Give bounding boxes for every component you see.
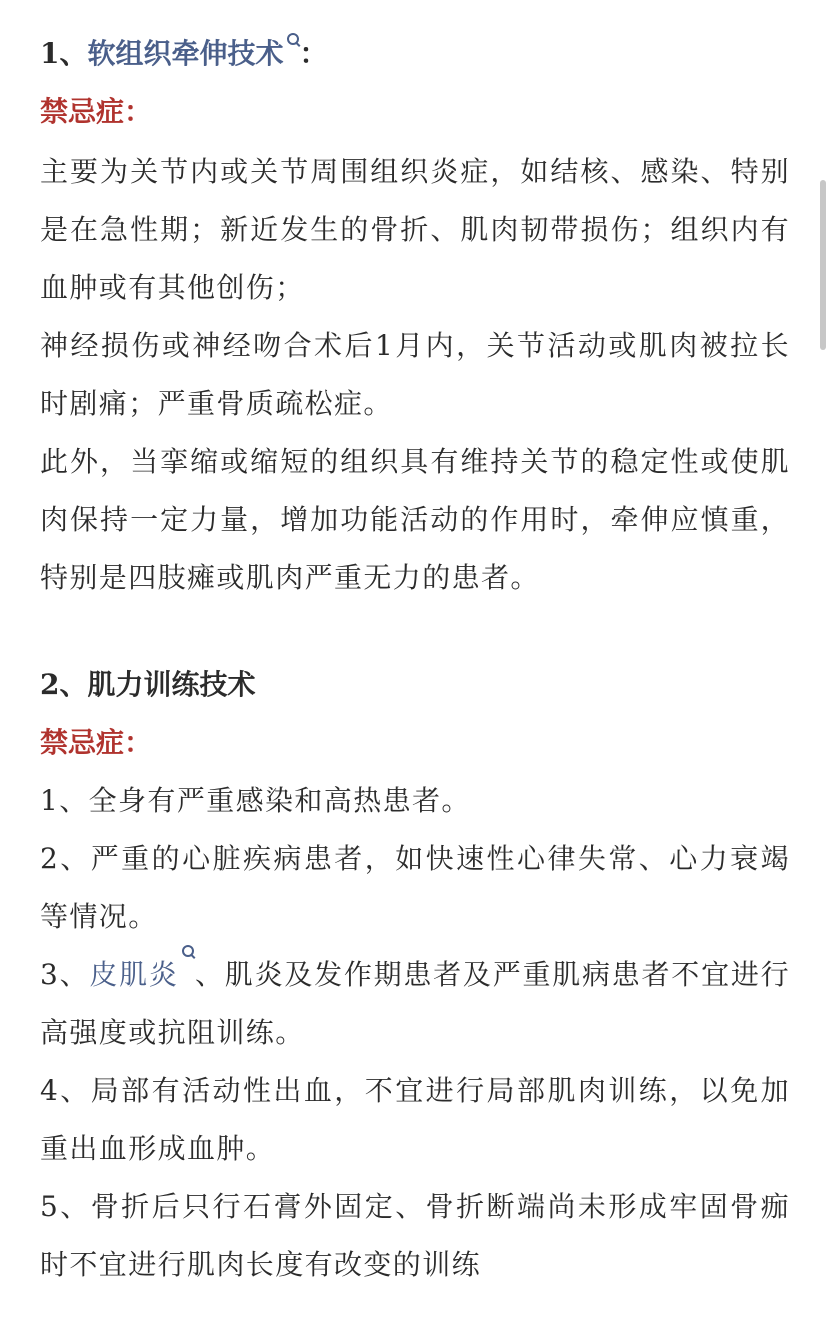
contraindication-item-3: [40, 946, 790, 1062]
section-1-paragraph-3: 此外，当挛缩或缩短的组织具有维持关节的稳定性或使肌肉保持一定力量，增加功能活动的作用时，牵伸应慎重，特别是四肢瘫或肌肉严重无力的患者。: [40, 445, 790, 594]
item-number: 3: [40, 958, 60, 991]
contraindication-item-5: [40, 1178, 790, 1294]
item-number: 4: [40, 1074, 60, 1107]
item-separator: 、: [59, 784, 89, 817]
section-1-paragraph-1: 主要为关节内或关节周围组织炎症，如结核、感染、特别是在急性期；新近发生的骨折、肌肉韧带损伤；组织内有血肿或有其他创伤；: [40, 155, 790, 304]
item-separator: 、: [59, 958, 90, 991]
item-text: 全身有严重感染和高热患者。: [88, 784, 471, 817]
search-icon[interactable]: [286, 32, 300, 46]
section-2-contraindications-label: 禁忌症：: [40, 726, 153, 759]
contraindication-item-4: [40, 1062, 790, 1178]
section-2-title: 肌力训练技术: [87, 668, 256, 701]
soft-tissue-stretch-link[interactable]: 软组织牵伸技术: [87, 37, 284, 70]
item-separator: 、: [59, 1074, 91, 1107]
item-number: 5: [40, 1190, 60, 1223]
item-number: 2: [40, 842, 60, 875]
contraindication-item-2: [40, 830, 790, 946]
section-2-heading: [40, 665, 256, 705]
section-1-number: 1: [40, 37, 60, 70]
section-1-paragraph-2: [40, 317, 790, 433]
contraindication-item-1: [40, 772, 790, 830]
section-1-title-suffix: ：: [299, 37, 328, 70]
section-1-paragraph-2-number: 1: [374, 329, 395, 362]
search-icon[interactable]: [181, 944, 195, 958]
section-2-number: 2: [40, 668, 60, 701]
item-text: 严重的心脏疾病患者，如快速性心律失常、心力衰竭等情况。: [40, 842, 790, 933]
section-1-heading: [40, 34, 328, 74]
item-text: 、肌炎及发作期患者及严重肌病患者不宜进行高强度或抗阻训练。: [40, 958, 790, 1049]
scrollbar[interactable]: [820, 180, 826, 350]
section-1-paragraph-2-end: 月内，关节活动或肌肉被拉长时剧痛；严重骨质疏松症。: [40, 329, 791, 420]
dermatomyositis-link[interactable]: 皮肌炎: [89, 958, 179, 991]
section-2-separator: 、: [59, 668, 88, 701]
item-text: 局部有活动性出血，不宜进行局部肌肉训练，以免加重出血形成血肿。: [40, 1074, 790, 1165]
section-1-contraindications-label: 禁忌症：: [40, 95, 153, 128]
item-separator: 、: [59, 1190, 91, 1223]
item-separator: 、: [59, 842, 91, 875]
item-text: 骨折后只行石膏外固定、骨折断端尚未形成牢固骨痂时不宜进行肌肉长度有改变的训练: [40, 1190, 790, 1281]
item-number: 1: [40, 784, 60, 817]
section-1-paragraph-2-start: 神经损伤或神经吻合术后: [40, 329, 375, 362]
section-1-separator: 、: [59, 37, 88, 70]
